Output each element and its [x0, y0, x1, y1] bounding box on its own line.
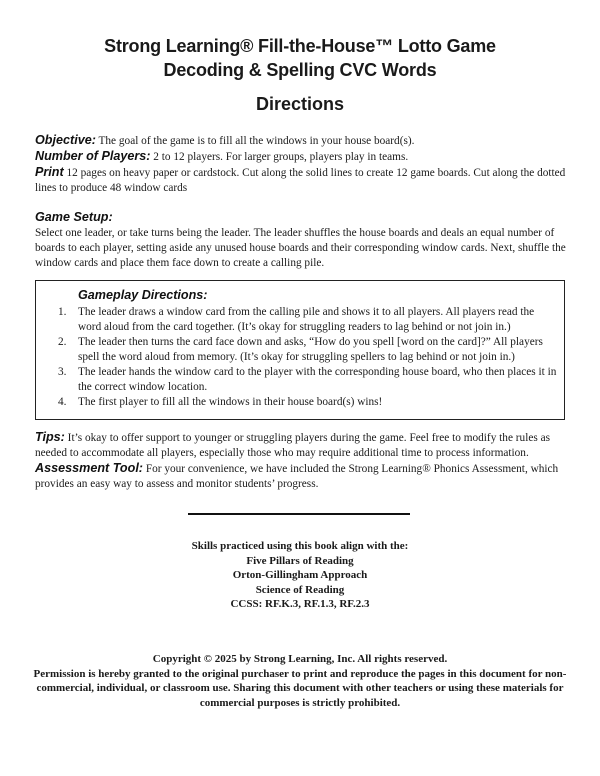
- gameplay-steps: [58, 305, 558, 410]
- title-line-2: Decoding & Spelling CVC Words: [163, 60, 437, 80]
- skills-item: Orton-Gillingham Approach: [232, 569, 368, 581]
- objective-text: The goal of the game is to fill all the windows in your house board(s).: [95, 135, 415, 147]
- gameplay-step: [58, 365, 558, 395]
- intro-block: [35, 133, 570, 196]
- assessment-text: For your convenience, we have included the Strong Learning® Phonics Assessment, which provides an easy way to assess and monitor students’ progress.: [35, 463, 559, 490]
- skills-item: CCSS: RF.K.3, RF.1.3, RF.2.3: [230, 598, 370, 610]
- setup-label: Game Setup:: [35, 210, 113, 224]
- setup-text: Select one leader, or take turns being the leader. The leader shuffles the house boards and deals an equal number of boards to each player, setting aside any unused house boards and their corresponding window cards. Next, shuffle the window cards and place them face down to create a calling pile.: [35, 227, 566, 269]
- skills-block: [0, 539, 600, 612]
- print-label: Print: [35, 165, 64, 179]
- gameplay-heading: Gameplay Directions:: [78, 288, 208, 302]
- tips-label: Tips:: [35, 430, 65, 444]
- permission-text: Permission is hereby granted to the original purchaser to print and reproduce the pages in this document for non-commercial, individual, or classroom use. Sharing this document with other teachers or using these materials for commercial purposes is strictly prohibited.: [33, 667, 567, 709]
- assessment-paragraph: [35, 461, 570, 492]
- skills-intro: Skills practiced using this book align with the:: [191, 540, 409, 552]
- tips-block: [35, 430, 570, 492]
- gameplay-step: [58, 305, 558, 335]
- skills-item: Science of Reading: [255, 583, 345, 596]
- copyright-line: Copyright © 2025 by Strong Learning, Inc. All rights reserved.: [152, 653, 448, 665]
- assessment-label: Assessment Tool:: [35, 461, 144, 475]
- tips-paragraph: [35, 430, 570, 461]
- title-line-1: Strong Learning® Fill-the-House™ Lotto Game: [104, 36, 496, 56]
- gameplay-step: [58, 335, 558, 365]
- section-divider: [188, 513, 410, 515]
- objective-label: Objective:: [35, 133, 96, 147]
- step-text: The leader then turns the card face down and asks, “How do you spell [word on the card]?” All players spell the word aloud from memory. (It’s okay for struggling spellers to lag behind or not join in.): [78, 336, 543, 363]
- players-text: 2 to 12 players. For larger groups, players play in teams.: [150, 151, 409, 163]
- step-text: The leader hands the window card to the player with the corresponding house board, who then places it in the correct window location.: [78, 366, 557, 393]
- step-number: 4.: [58, 396, 67, 408]
- print-paragraph: [35, 165, 570, 196]
- players-paragraph: [35, 149, 570, 165]
- players-label: Number of Players:: [35, 149, 151, 163]
- tips-text: It’s okay to offer support to younger or struggling players during the game. Feel free to modify the rules as needed to accommodate all players, especially those who may require additional time to process information.: [35, 432, 550, 459]
- step-number: 3.: [58, 366, 67, 378]
- gameplay-box: [35, 280, 565, 420]
- gameplay-step: [58, 395, 558, 410]
- objective-paragraph: [35, 133, 570, 149]
- page-title: [0, 34, 600, 82]
- print-text: 12 pages on heavy paper or cardstock. Cut along the solid lines to create 12 game boards. Cut along the dotted lines to produce 48 window cards: [35, 167, 566, 194]
- directions-heading: Directions: [255, 94, 345, 114]
- step-number: 1.: [58, 306, 67, 318]
- step-text: The first player to fill all the windows in their house board(s) wins!: [78, 396, 383, 408]
- step-number: 2.: [58, 336, 67, 348]
- step-text: The leader draws a window card from the calling pile and shows it to all players. All players read the word aloud from the card together. (It’s okay for struggling readers to lag behind or not join in.): [78, 306, 535, 333]
- copyright-block: [20, 652, 580, 710]
- skills-item: Five Pillars of Reading: [246, 554, 354, 567]
